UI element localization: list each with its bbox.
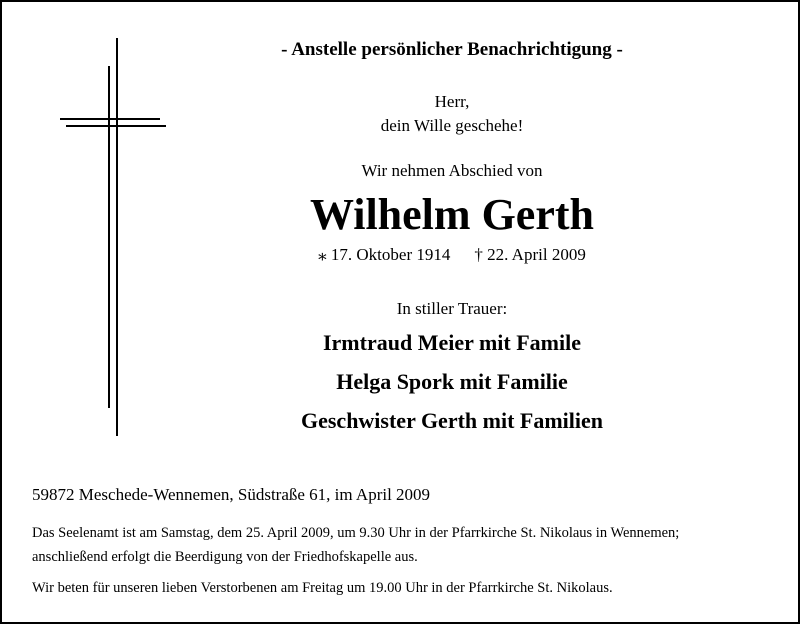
mourner-name: Helga Spork mit Familie: [336, 369, 568, 394]
service-info-line-2: anschließend erfolgt die Beerdigung von der Friedhofskapelle aus.: [32, 549, 418, 565]
verse-line-2: dein Wille geschehe!: [380, 116, 524, 135]
prayer-info: Wir beten für unseren lieben Verstorbenen am Freitag um 19.00 Uhr in der Pfarrkirche St. Nikolaus.: [32, 580, 613, 596]
life-dates: [102, 244, 800, 266]
death-date: † 22. April 2009: [474, 245, 586, 264]
service-info: [32, 521, 679, 569]
verse-line-1: Herr,: [434, 92, 470, 111]
service-info-line-1: Das Seelenamt ist am Samstag, dem 25. April 2009, um 9.30 Uhr in der Pfarrkirche St. Nikolaus in Wennemen;: [32, 525, 680, 541]
notice-header: - Anstelle persönlicher Benachrichtigung -: [281, 39, 623, 60]
deceased-name: Wilhelm Gerth: [310, 190, 594, 239]
mourning-label: In stiller Trauer:: [396, 299, 508, 318]
mourner-name: Geschwister Gerth mit Familien: [300, 408, 604, 433]
mourner-name: Irmtraud Meier mit Famile: [322, 330, 581, 355]
farewell-intro: Wir nehmen Abschied von: [361, 161, 543, 180]
birth-date: ⁎ 17. Oktober 1914: [318, 245, 451, 264]
bible-verse: [102, 90, 800, 138]
location-date: 59872 Meschede-Wennemen, Südstraße 61, im April 2009: [32, 485, 431, 504]
